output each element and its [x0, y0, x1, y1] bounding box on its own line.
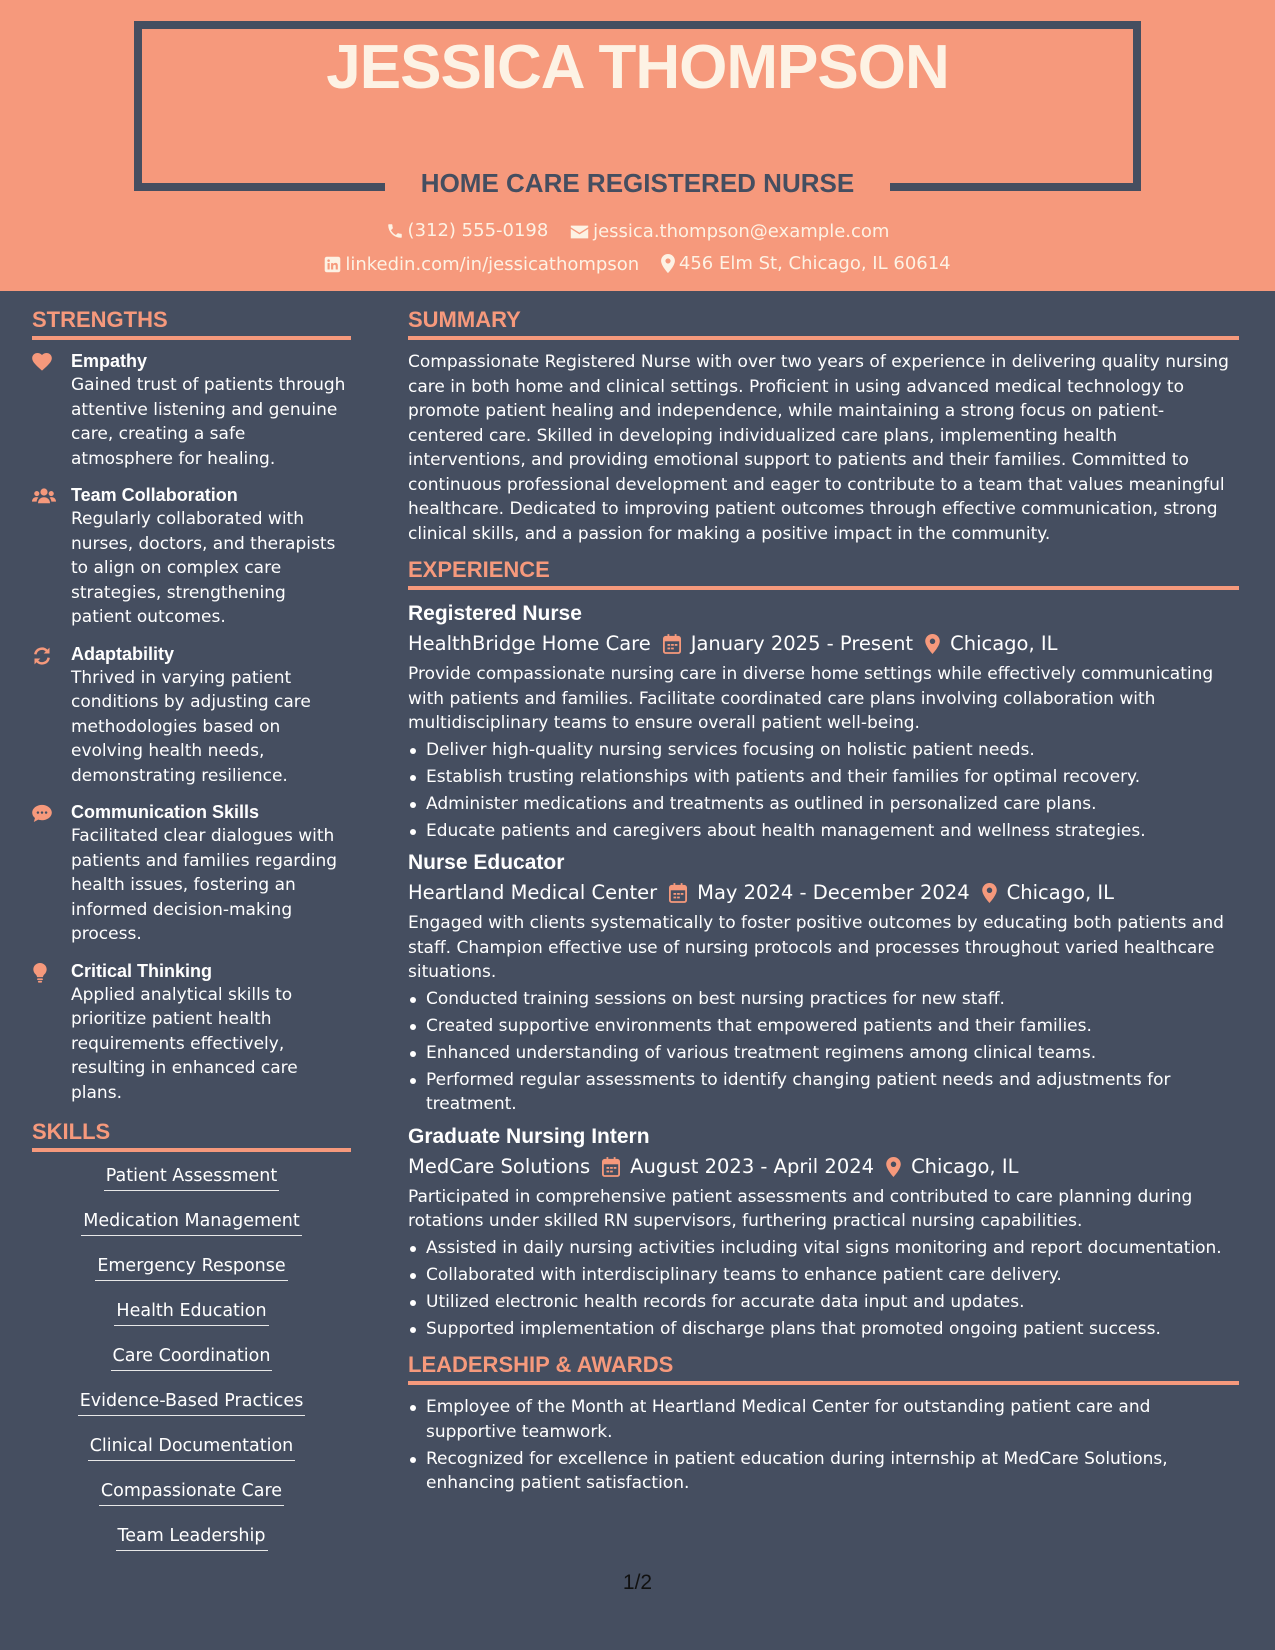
strength-desc: Facilitated clear dialogues with patients and families regarding health issues, fostering an informed decision-making process. [71, 826, 338, 944]
job-location: Chicago, IL [950, 632, 1058, 655]
job-dates: August 2023 - April 2024 [630, 1154, 875, 1178]
skill-tag: Emergency Response [95, 1252, 287, 1281]
job-entry [408, 600, 1239, 843]
job-bullets [408, 738, 1239, 844]
strength-title: Empathy [71, 351, 148, 371]
calendar-icon [669, 883, 687, 903]
job-bullet: Supported implementation of discharge plans that promoted ongoing patient success. [408, 1317, 1239, 1342]
phone-text: (312) 555-0198 [407, 220, 549, 241]
strength-title: Adaptability [71, 643, 175, 664]
heart-icon [32, 353, 52, 371]
award-item: Recognized for excellence in patient education during internship at MedCare Solutions, enhancing patient satisfaction. [408, 1447, 1239, 1496]
leadership-list [408, 1395, 1239, 1496]
address-text: 456 Elm St, Chicago, IL 60614 [678, 252, 951, 274]
strength-item [32, 350, 351, 471]
map-marker-icon [925, 634, 940, 654]
job-bullet: Enhanced understanding of various treatment regimens among clinical teams. [408, 1041, 1239, 1066]
summary-text: Compassionate Registered Nurse with over two years of experience in delivering quality nursing care in both home and clinical settings. Proficient in using advanced medical technology to promote patient healing and independence, while maintaining a strong focus on patient-centered care. Skilled in developing individualized care plans, implementing health interventions, and providing emotional support to patients and their families. Committed to continuous professional development and eager to contribute to a team that values meaningful healthcare. Dedicated to improving patient outcomes through effective communication, strong clinical skills, and a passion for making a positive impact in the community. [408, 352, 1229, 544]
email-text: jessica.thompson@example.com [593, 221, 890, 242]
leadership-heading: LEADERSHIP & AWARDS [408, 1351, 1239, 1385]
refresh-icon [32, 646, 52, 666]
resume-header [0, 0, 1275, 291]
summary-heading: SUMMARY [408, 306, 1239, 340]
lightbulb-icon [32, 963, 48, 983]
address-contact [661, 254, 951, 273]
job-description: Participated in comprehensive patient assessments and contributed to care planning during rotations under skilled RN supervisors, furthering practical nursing capabilities. [408, 1186, 1193, 1231]
job-description: Engaged with clients systematically to foster positive outcomes by educating both patients and staff. Champion effective use of nursing protocols and processes throughout varied healthcare situations. [408, 913, 1224, 982]
job-bullet: Conducted training sessions on best nursing practices for new staff. [408, 987, 1239, 1012]
job-bullet: Created supportive environments that empowered patients and their families. [408, 1014, 1239, 1039]
job-company: Heartland Medical Center [408, 881, 658, 904]
job-meta [408, 1151, 1239, 1183]
skills-list [32, 1162, 351, 1567]
job-description: Provide compassionate nursing care in diverse home settings while effectively communicating with patients and families. Facilitate coordinated care plans involving collaboration with multidisciplinary teams to ensure overall patient well-being. [408, 664, 1214, 733]
job-location: Chicago, IL [911, 1154, 1019, 1178]
strength-desc: Regularly collaborated with nurses, doctors, and therapists to align on complex care strategies, strengthening patient outcomes. [71, 509, 336, 627]
users-icon [32, 487, 56, 505]
linkedin-contact[interactable] [324, 253, 640, 275]
calendar-icon [602, 1157, 620, 1177]
job-bullet: Establish trusting relationships with patients and their families for optimal recovery. [408, 765, 1239, 790]
strength-title: Team Collaboration [71, 485, 238, 505]
job-company: MedCare Solutions [408, 1154, 591, 1178]
strength-item [32, 801, 351, 947]
strength-title: Communication Skills [71, 802, 260, 822]
candidate-name: JESSICA THOMPSON [326, 33, 949, 102]
contact-row-1 [0, 222, 1275, 244]
skill-tag: Medication Management [81, 1207, 302, 1236]
job-bullet: Collaborated with interdisciplinary teams to enhance patient care delivery. [408, 1263, 1239, 1288]
strength-item [32, 484, 351, 630]
skills-heading: SKILLS [32, 1118, 351, 1152]
strength-desc: Thrived in varying patient conditions by adjusting care methodologies based on evolving health needs, demonstrating resilience. [71, 667, 311, 786]
job-role: Registered Nurse [408, 602, 582, 625]
map-marker-icon [661, 254, 675, 273]
skill-tag: Clinical Documentation [88, 1432, 296, 1461]
job-role: Graduate Nursing Intern [408, 1124, 650, 1148]
strength-desc: Gained trust of patients through attentive listening and genuine care, creating a safe atmosphere for healing. [71, 375, 346, 469]
contact-row-2 [0, 254, 1275, 277]
chat-bubble-icon [32, 804, 52, 822]
strength-item [32, 960, 351, 1106]
job-location: Chicago, IL [1006, 881, 1115, 904]
phone-icon [386, 222, 404, 240]
experience-heading: EXPERIENCE [408, 556, 1239, 590]
job-bullet: Utilized electronic health records for accurate data input and updates. [408, 1290, 1239, 1315]
right-column [408, 306, 1239, 1498]
skill-tag: Care Coordination [111, 1342, 273, 1371]
award-item: Employee of the Month at Heartland Medical Center for outstanding patient care and supportive teamwork. [408, 1395, 1239, 1444]
job-bullets [408, 1236, 1239, 1342]
skill-tag: Patient Assessment [104, 1162, 279, 1191]
job-bullet: Educate patients and caregivers about health management and wellness strategies. [408, 819, 1239, 844]
calendar-icon [663, 634, 681, 654]
job-bullet: Performed regular assessments to identify changing patient needs and adjustments for treatment. [408, 1068, 1239, 1117]
linkedin-text: linkedin.com/in/jessicathompson [345, 253, 640, 275]
job-bullet: Deliver high-quality nursing services focusing on holistic patient needs. [408, 738, 1239, 763]
job-bullets [408, 987, 1239, 1117]
job-dates: January 2025 - Present [690, 632, 914, 655]
skill-tag: Compassionate Care [99, 1477, 284, 1506]
email-contact[interactable] [570, 223, 889, 241]
job-bullet: Administer medications and treatments as outlined in personalized care plans. [408, 792, 1239, 817]
job-title: HOME CARE REGISTERED NURSE [420, 168, 855, 198]
job-meta [408, 628, 1239, 660]
job-entry [408, 1123, 1239, 1342]
job-role: Nurse Educator [408, 851, 565, 874]
job-entry [408, 849, 1239, 1117]
job-company: HealthBridge Home Care [408, 632, 651, 655]
left-column [32, 306, 351, 1567]
skill-tag: Team Leadership [116, 1522, 268, 1551]
job-dates: May 2024 - December 2024 [697, 881, 970, 904]
map-marker-icon [886, 1157, 901, 1177]
envelope-icon [570, 224, 589, 240]
strengths-heading: STRENGTHS [32, 306, 351, 340]
strength-title: Critical Thinking [71, 960, 213, 981]
linkedin-icon [324, 256, 341, 273]
phone-contact[interactable] [386, 222, 549, 240]
map-marker-icon [982, 883, 997, 903]
skill-tag: Evidence-Based Practices [78, 1387, 306, 1416]
skill-tag: Health Education [114, 1297, 268, 1326]
strength-desc: Applied analytical skills to prioritize patient health requirements effectively, resulting in enhanced care plans. [71, 984, 298, 1103]
page-number: 1/2 [622, 1571, 653, 1594]
job-meta [408, 877, 1239, 909]
job-bullet: Assisted in daily nursing activities including vital signs monitoring and report documentation. [408, 1236, 1239, 1261]
strength-item [32, 643, 351, 789]
